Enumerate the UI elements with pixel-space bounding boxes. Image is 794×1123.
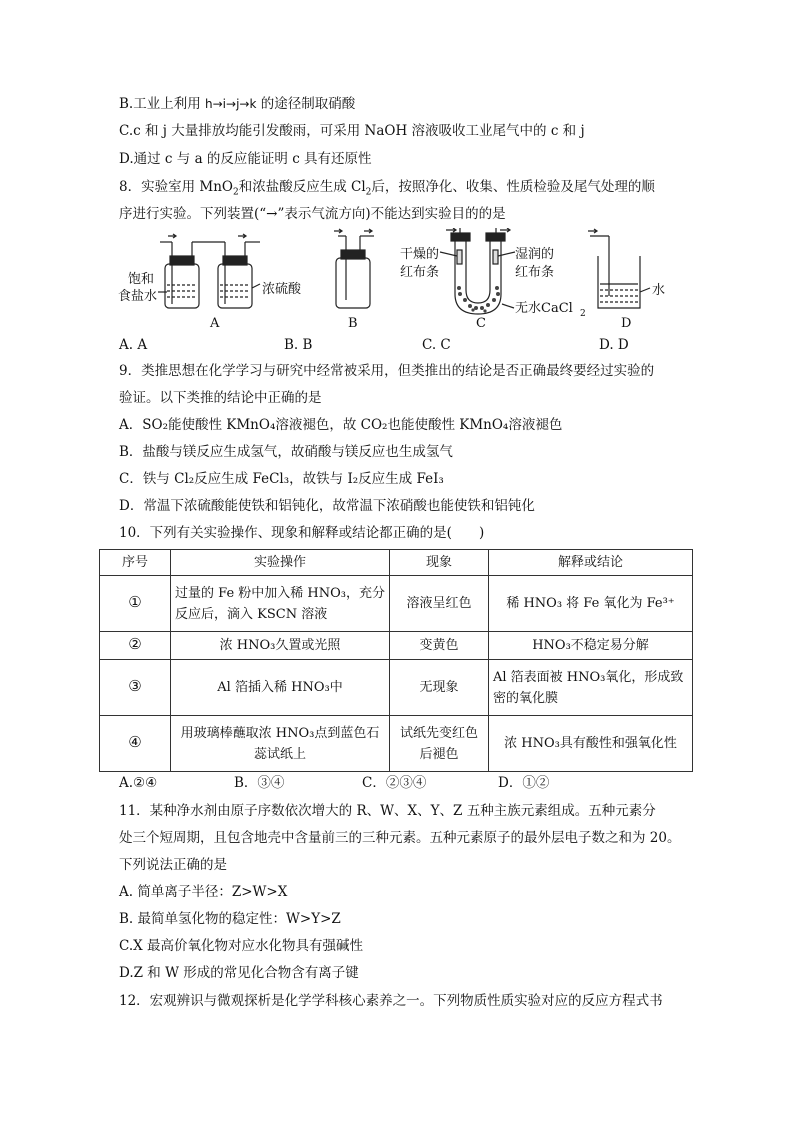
cell-phenomenon: 无现象 — [390, 660, 489, 716]
label-red-strip-2: 红布条 — [515, 265, 555, 280]
caption-b: B — [348, 316, 358, 331]
q8-option-b: B. B — [284, 337, 313, 353]
q11-option-d: D.Z 和 W 形成的常见化合物含有离子键 — [119, 965, 359, 981]
cell-conclusion: 稀 HNO₃ 将 Fe 氧化为 Fe³⁺ — [489, 576, 693, 632]
label-red-strip: 红布条 — [400, 265, 440, 280]
q10-option-d: D．①② — [498, 775, 550, 791]
label-conc-h2so4: 浓硫酸 — [262, 282, 302, 297]
q11-stem-line2: 处三个短周期，且包含地壳中含量前三的三种元素。五种元素原子的最外层电子数之和为 20。 — [119, 830, 681, 846]
q7-option-d: D.通过 c 与 a 的反应能证明 c 具有还原性 — [119, 151, 372, 167]
q9-option-d: D．常温下浓硫酸能使铁和铝钝化，故常温下浓硝酸也能使铁和铝钝化 — [119, 498, 535, 514]
q8-apparatus-figure — [110, 228, 690, 338]
caption-d: D — [621, 316, 632, 331]
q7-option-b: B.工业上利用 h→i→j→k 的途径制取硝酸 — [119, 96, 356, 112]
q10-experiment-table — [99, 549, 693, 772]
label-dry: 干燥的 — [400, 247, 440, 262]
cell-operation: 过量的 Fe 粉中加入稀 HNO₃，充分反应后，滴入 KSCN 溶液 — [171, 576, 390, 632]
caption-a: A — [210, 316, 220, 331]
cell-operation: 浓 HNO₃久置或光照 — [171, 632, 390, 660]
cell-phenomenon: 试纸先变红色后褪色 — [390, 716, 489, 772]
label-saturated: 饱和 — [128, 272, 155, 287]
q8-option-d: D. D — [599, 337, 629, 353]
row-number: ① — [128, 593, 142, 611]
q10-options — [119, 773, 549, 793]
q8-stem-line1: 8．实验室用 MnO$_2$和浓盐酸反应生成 $Cl_2$后，按照净化、收集、性质检验及尾气处理的顺 — [119, 179, 655, 198]
cell-phenomenon: 变黄色 — [390, 632, 489, 660]
cell-phenomenon: 溶液呈红色 — [390, 576, 489, 632]
q9-stem-line1: 9．类推思想在化学学习与研究中经常被采用，但类推出的结论是否正确最终要经过实验的 — [119, 363, 655, 379]
q7-option-c: C.c 和 j 大量排放均能引发酸雨，可采用 NaOH 溶液吸收工业尾气中的 c 和 j — [119, 123, 585, 139]
q9-option-a: A．SO₂能使酸性 KMnO₄溶液褪色，故 CO₂也能使酸性 KMnO₄溶液褪色 — [119, 417, 563, 433]
label-brine: 食盐水 — [118, 289, 158, 304]
q8-option-a: A. A — [119, 337, 148, 353]
q9-option-b: B．盐酸与镁反应生成氢气，故硝酸与镁反应也生成氢气 — [119, 444, 453, 460]
q9-stem-line2: 验证。以下类推的结论中正确的是 — [119, 390, 322, 406]
q12-stem-line1: 12．宏观辨识与微观探析是化学学科核心素养之一。下列物质性质实验对应的反应方程式书 — [119, 993, 663, 1009]
svg-text:2: 2 — [580, 309, 586, 319]
cell-operation: Al 箔插入稀 HNO₃中 — [171, 660, 390, 716]
table-row — [100, 576, 693, 632]
label-cacl2: 无水CaCl — [515, 301, 573, 316]
table-row — [100, 632, 693, 660]
cell-conclusion: Al 箔表面被 HNO₃氧化，形成致密的氧化膜 — [489, 660, 693, 716]
cell-conclusion: 浓 HNO₃具有酸性和强氧化性 — [489, 716, 693, 772]
label-water: 水 — [652, 283, 666, 298]
q11-option-c: C.X 最高价氧化物对应水化物具有强碱性 — [119, 938, 364, 954]
q11-option-a: A. 简单离子半径：Z>W>X — [119, 884, 288, 900]
table-row — [100, 660, 693, 716]
q11-stem-line3: 下列说法正确的是 — [119, 857, 227, 873]
row-number: ② — [128, 635, 142, 653]
cell-conclusion: HNO₃不稳定易分解 — [489, 632, 693, 660]
label-wet: 湿润的 — [515, 247, 555, 262]
q10-option-b: B．③④ — [234, 775, 285, 791]
q11-option-b: B. 最简单氢化物的稳定性：W>Y>Z — [119, 911, 341, 927]
q8-options — [119, 335, 629, 355]
header-conclusion: 解释或结论 — [489, 550, 693, 576]
header-no: 序号 — [100, 550, 171, 576]
q10-option-c: C．②③④ — [362, 775, 427, 791]
q10-option-a: A.②④ — [119, 775, 158, 791]
header-operation: 实验操作 — [171, 550, 390, 576]
q10-stem: 10．下列有关实验操作、现象和解释或结论都正确的是( ) — [119, 525, 485, 541]
cell-operation: 用玻璃棒蘸取浓 HNO₃点到蓝色石蕊试纸上 — [171, 716, 390, 772]
q9-option-c: C．铁与 Cl₂反应生成 FeCl₃，故铁与 I₂反应生成 FeI₃ — [119, 471, 444, 487]
q11-stem-line1: 11．某种净水剂由原子序数依次增大的 R、W、X、Y、Z 五种主族元素组成。五种元素分 — [119, 803, 656, 819]
table-row — [100, 716, 693, 772]
q8-stem-line2: 序进行实验。下列装置(“→”表示气流方向)不能达到实验目的的是 — [119, 206, 506, 222]
row-number: ④ — [128, 733, 142, 751]
q8-option-c: C. C — [422, 337, 451, 353]
header-phenomenon: 现象 — [390, 550, 489, 576]
caption-c: C — [476, 316, 486, 331]
row-number: ③ — [128, 677, 142, 695]
